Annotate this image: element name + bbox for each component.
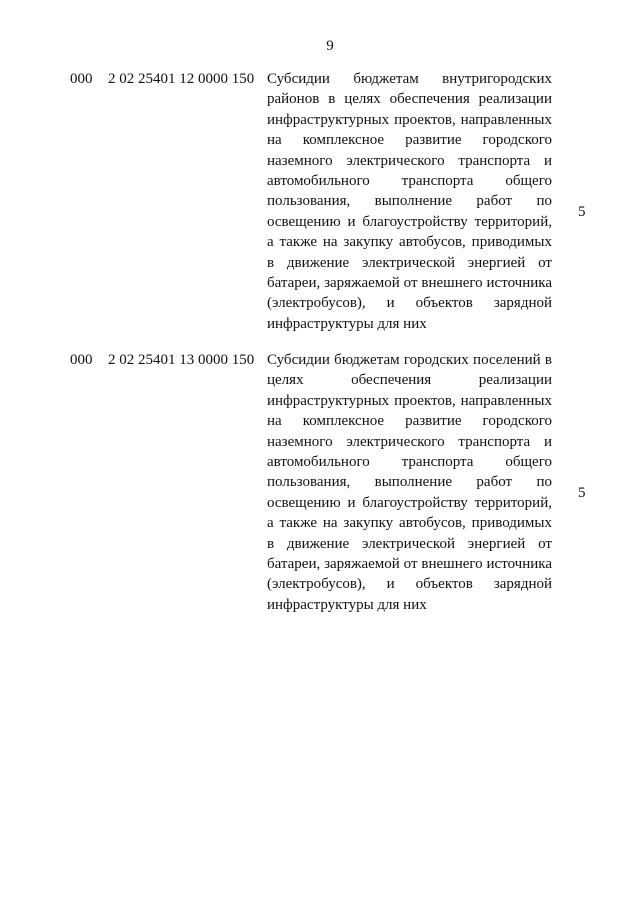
admin-code: 000 bbox=[70, 71, 93, 87]
budget-classification-code: 2 02 25401 12 0000 150 bbox=[108, 71, 255, 87]
page-number: 9 bbox=[326, 38, 334, 54]
amount-value: 5 bbox=[578, 485, 586, 501]
admin-code: 000 bbox=[70, 352, 93, 368]
amount-value: 5 bbox=[578, 204, 586, 220]
income-description: Субсидии бюджетам городских поселений в целях обеспечения реализации инфраструктурных проектов, направленных на комплексное развитие городского наземного электрического транспорта и автомобильного транспорта общего пользования, выполнение работ по освещению и благоустройству территорий, а также на закупку автобусов, приводимых в движение электрической энергией от батареи, заряжаемой от внешнего источника (электробусов), и объектов зарядной инфраструктуры для них bbox=[267, 352, 552, 613]
income-description: Субсидии бюджетам внутригородских районов в целях обеспечения реализации инфраструктурных проектов, направленных на комплексное развитие городского наземного электрического транспорта и автомобильного транспорта общего пользования, выполнение работ по освещению и благоустройству территорий, а также на закупку автобусов, приводимых в движение электрической энергией от батареи, заряжаемой от внешнего источника (электробусов), и объектов зарядной инфраструктуры для них bbox=[267, 71, 552, 332]
budget-classification-code: 2 02 25401 13 0000 150 bbox=[108, 352, 255, 368]
